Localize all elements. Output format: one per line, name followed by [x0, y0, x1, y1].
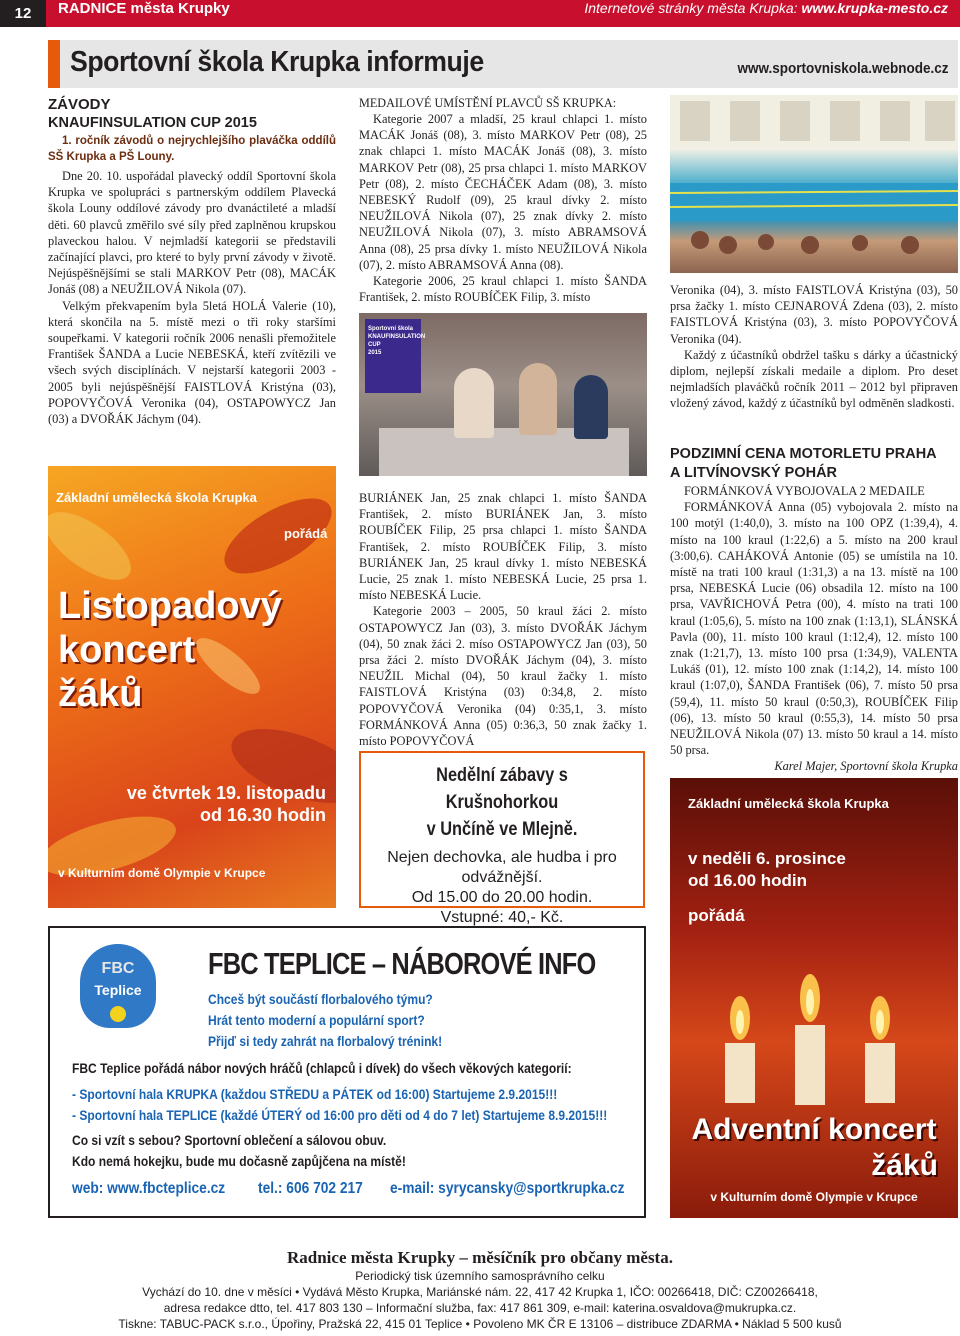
poster-venue: v Kulturním domě Olympie v Krupce: [58, 866, 266, 880]
poster-presents: pořádá: [284, 526, 328, 541]
event-banner-text: [365, 319, 426, 363]
ad-text-line: Od 15.00 do 20.00 hodin.: [411, 889, 593, 906]
poster-date: [127, 782, 326, 826]
article-paragraph: Každý z účastníků obdržel tašku s dárky a účastnický diplom, nejlepší získali medaile a diplom. Pro deset nejmladších plaváčků ročník 2011 – 2012 byl připraven vložený závod, každý z účastníků byl odměněn sladkosti.: [670, 347, 958, 411]
child-figure: [454, 368, 494, 438]
poster-date-line: v neděli 6. prosince: [688, 849, 846, 868]
fbc-heading: FBC TEPLICE – NÁBOROVÉ INFO: [208, 946, 596, 981]
banner-line: Sportovní škola: [368, 326, 414, 332]
article-motorlet: [670, 445, 958, 775]
poster-title: [670, 1112, 958, 1184]
award-ceremony-photo: [359, 313, 647, 476]
fbc-question: Přijď si tedy zahrát na florbalový trénink!: [208, 1033, 443, 1049]
article-paragraph: Veronika (04), 3. místo FAISTLOVÁ Kristýna (03), 50 prsa žačky 1. místo CEJNAROVÁ Zdena (03), 2. místo FAISTLOVÁ Kristýna (03), 3. místo POPOVYČOVÁ Veronika (04).: [670, 283, 958, 346]
article-heading: [670, 445, 958, 483]
website-label: [584, 0, 948, 16]
medals-paragraph: Kategorie 2007 a mladší, 25 kraul chlapci 1. místo MACÁK Jonáš (08), 3. místo MARKOV Petr (08), 25 znak chlapci 1. místo MACÁK Jonáš (08), 3. místo MARKOV Petr (08), 25 prsa chlapci 1. místo MARKOV Petr (08), 2. místo ČECHÁČEK Adam (08), 3. místo NEBESKÝ Rudolf (09), 25 kraul dívky 2. místo NEUŽILOVÁ Nikola (07), 25 znak dívky 2. místo NEUŽILOVÁ Nikola (07), 3. místo ABRAMSOVÁ Anna (08), 25 prsa dívky 1. místo NEUŽILOVÁ Nikola (07), 2. místo ABRAMSOVÁ Anna (08).: [359, 112, 647, 272]
medals-heading: MEDAILOVÉ UMÍSTĚNÍ PLAVCŮ SŠ KRUPKA:: [359, 96, 617, 110]
medals-paragraph: Kategorie 2003 – 2005, 50 kraul žáci 2. místo OSTAPOWYCZ Jan (03), 3. místo DVOŘÁK Jáchym (04), 50 znak žáci 2. míso OSTAPOWYCZ Jan (03), 50 prsa žáci 2. místo DVOŘÁK Jáchym (04), 3. místo NEUŽIL Michal (04), 50 kraul žačky 1. místo FAISTLOVÁ Kristýna (03) 0:34,8, 2. místo POPOVYČOVÁ Veronika (04) 0:35,1, 3. místo FORMÁNKOVÁ Anna (05) 0:36,3, 50 znak žačky 1. místo POPOVYČOVÁ: [359, 604, 647, 749]
medals-paragraph: Kategorie 2006, 25 kraul chlapci 1. místo ŠANDA František, 2. místo ROUBÍČEK Filip, 3. místo: [359, 274, 647, 305]
website-prefix: Internetové stránky města Krupka:: [584, 0, 798, 16]
poster-date: [688, 848, 846, 892]
child-figure: [519, 363, 557, 435]
page-number: 12: [0, 0, 46, 27]
section-url[interactable]: www.sportovniskola.webnode.cz: [736, 60, 948, 77]
banner-line: KNAUFINSULATION CUP: [368, 334, 426, 348]
poster-title-line: Listopadový: [58, 585, 282, 627]
article-zavody: [48, 95, 336, 427]
pool-scene-art: [670, 95, 958, 273]
child-figure: [574, 375, 608, 439]
article-paragraph: Dne 20. 10. uspořádal plavecký oddíl Sportovní škola Krupka ve spolupráci s partnerským oddílem Plavecká škola Louny oddílové závody pro dvanáctileté a mladší děti. 60 plavců změřilo své síly před zaplněnou krupskou plaveckou halou. V nejmladší kategorii se představili začínající plavci, pro které to byly první závody v životě. Nejúspěšnějšími se stali MARKOV Petr (08), MACÁK Jonáš (08) a NEUŽILOVÁ Nikola (07).: [48, 169, 336, 297]
article-subheading: FORMÁNKOVÁ VYBOJOVALA 2 MEDAILE: [684, 484, 925, 498]
fbc-phone[interactable]: tel.: 606 702 217: [258, 1180, 363, 1197]
ad-text-line: Vstupné: 40,- Kč.: [440, 909, 564, 926]
fbc-item: - Sportovní hala TEPLICE (každé ÚTERÝ od 16:00 pro děti od 4 do 7 let) Startujeme 8.9.2015!!!: [72, 1107, 608, 1123]
medal-results: [359, 95, 647, 305]
article-paragraph: FORMÁNKOVÁ Anna (05) vybojovala 2. místo na 100 motýl (1:40,0), 3. místo na 100 OPZ (1:39,4), 4. místo na 100 kraul (1:22,6) a 5. místo na 200 kraul (3:00,6). CAHÁKOVÁ Antonie (05) se umístila na 10. místě na trati 100 kraul (1:31,3) a na 13. místě na 100 prsa, NEBESKÁ Lucie (06) obsadila 12. místo na 100 prsa, VAVŘICHOVÁ Petra (00), 4. místo na trati 100 kraul (1:05,6), 5. místo na 100 znak (1:13,1), SLÁNSKÁ Pavla (00), 11. místo 100 kraul (1:12,4), 12. místo 100 znak (1:21,7), 13. místo 100 prsa (1:34,9), VALENTA Lukáš (01), 12. místo 100 znak (1:14,2), 14. místo 100 kraul (1:07,0), ŠANDA František (06), 7. místo 50 prsa (59,4), 11. místo 50 kraul (0:50,3), ROUBÍČEK Filip (06), 13. místo 50 kraul (0:55,3), 14. místo 50 prsa NEUŽILOVÁ Nikola (07) 13. místo 50 kraul a 14. místo 50 prsa.: [670, 500, 958, 758]
footer-line: Vychází do 10. dne v měsíci • Vydává Město Krupka, Mariánské nám. 22, 417 42 Krupka 1, IČO: 00266418, DIČ: CZ00266418,: [142, 1285, 818, 1299]
website-link[interactable]: www.krupka-mesto.cz: [801, 0, 948, 16]
footer-line: Tiskne: TABUC-PACK s.r.o., Úpořiny, Pražská 22, 415 01 Teplice • Povoleno MK ČR E 13106 – distribuce ZDARMA • Náklad 5 500 kusů: [118, 1317, 842, 1331]
ad-heading-line: v Unčíně ve Mlejně.: [426, 819, 578, 840]
fbc-logo-top: FBC: [101, 960, 135, 977]
footer-title: Radnice města Krupky – měsíčník pro občany města.: [287, 1248, 673, 1267]
poster-title: [58, 584, 282, 716]
poster-date-line: od 16.00 hodin: [688, 871, 808, 890]
fbc-question: Hrát tento moderní a populární sport?: [208, 1012, 425, 1028]
article-paragraph: Velkým překvapením byla 5letá HOLÁ Valerie (10), která skončila na 5. místě mezi o tři roky staršími soupeřkami. V kategorii ročník 2006 nenašli přemožitele František ŠANDA a Lucie NEBESKÁ, kteří zvítězili ve všech svých disciplínách. V nejstarší kategorii 2003 - 2005 byli nejúspěšnější FAISTLOVÁ Kristýna (03), POPOVYČOVÁ Veronika (04), OSTAPOWYCZ Jan (03) a DVOŘÁK Jáchym (04).: [48, 298, 336, 427]
footer-line: Periodický tisk územního samosprávního celku: [355, 1269, 605, 1283]
publication-name: RADNICE města Krupky: [58, 0, 230, 17]
ad-heading: [381, 762, 624, 843]
section-title-box: [48, 40, 958, 88]
ad-text-line: Nejen dechovka, ale hudba i pro: [387, 849, 617, 866]
event-banner: [365, 319, 426, 393]
fbc-email-link[interactable]: e-mail: syrycansky@sportkrupka.cz: [390, 1180, 625, 1197]
dance-event-ad: [359, 751, 645, 926]
poster-venue: v Kulturním domě Olympie v Krupce: [710, 1190, 918, 1204]
title-accent-mark: [48, 40, 60, 88]
page-footer: [0, 1248, 960, 1332]
poster-date-line: od 16.30 hodin: [199, 805, 326, 825]
medal-results-cont: [359, 490, 647, 749]
fbc-item: - Sportovní hala KRUPKA (každou STŘEDU a PÁTEK od 16:00) Startujeme 2.9.2015!!!: [72, 1086, 558, 1102]
fbc-logo-bottom: Teplice: [94, 982, 142, 998]
poster-title-line: žáků: [58, 673, 143, 715]
article-heading-line: A LITVÍNOVSKÝ POHÁR: [670, 465, 838, 481]
fbc-web-link[interactable]: web: www.fbcteplice.cz: [72, 1180, 226, 1197]
fbc-note: Co si vzít s sebou? Sportovní oblečení a sálovou obuv.: [72, 1132, 387, 1148]
poster-date-line: ve čtvrtek 19. listopadu: [126, 783, 326, 803]
ad-text-line: odvážnější.: [461, 869, 543, 886]
poster-title-line: žáků: [871, 1149, 938, 1182]
poster-presents: pořádá: [688, 906, 745, 925]
concert-poster-advent: [670, 778, 958, 1218]
fbc-logo: [80, 944, 156, 1028]
poster-school: Základní umělecká škola Krupka: [688, 796, 889, 811]
ad-heading-line: Nedělní zábavy s Krušnohorkou: [436, 765, 568, 813]
article-lead: 1. ročník závodů o nejrychlejšího plaváčka oddílů SŠ Krupka a PŠ Louny.: [48, 135, 336, 163]
article-heading-line: PODZIMNÍ CENA MOTORLETU PRAHA: [670, 446, 937, 462]
top-header-bar: [0, 0, 960, 27]
fbc-note: Kdo nemá hokejku, bude mu dočasně zapůjčena na místě!: [72, 1153, 406, 1169]
medals-paragraph: BURIÁNEK Jan, 25 znak chlapci 1. místo ŠANDA František, 2. místo BURIÁNEK Jan, 3. místo ROUBÍČEK Filip, 25 prsa chlapci 1. místo ŠANDA František, 2. místo ROUBÍČEK Filip, 3. místo BURIÁNEK Jan, 25 kraul dívky 1. místo NEBESKÁ Lucie, 25 znak 1. místo NEBESKÁ Lucie, 25 prsa 1. místo NEBESKÁ Lucie.: [359, 491, 647, 603]
ad-text: [361, 848, 643, 928]
poster-school: Základní umělecká škola Krupka: [56, 490, 257, 505]
footer-line: adresa redakce dtto, tel. 417 803 130 – Informační služba, fax: 417 861 309, e-mail: katerina.osvaldova@mukrupka.cz.: [163, 1301, 797, 1315]
concert-poster-november: [48, 466, 336, 908]
article-zavody-cont: [670, 282, 958, 412]
floorball-ball-icon: [110, 1006, 126, 1022]
section-title: Sportovní škola Krupka informuje: [70, 46, 484, 78]
fbc-question: Chceš být součástí florbalového týmu?: [208, 991, 433, 1007]
poster-title-line: Adventní koncert: [691, 1113, 937, 1146]
fbc-intro: FBC Teplice pořádá nábor nových hráčů (chlapců i dívek) do všech věkových kategorií:: [72, 1060, 572, 1076]
article-author: Karel Majer, Sportovní škola Krupka: [774, 759, 958, 774]
fbc-recruitment-box: [48, 926, 646, 1218]
swimming-pool-photo: [670, 95, 958, 273]
banner-line: 2015: [368, 350, 382, 356]
article-heading: ZÁVODY: [48, 96, 111, 113]
article-subheading: KNAUFINSULATION CUP 2015: [48, 115, 257, 131]
poster-title-line: koncert: [58, 629, 196, 671]
